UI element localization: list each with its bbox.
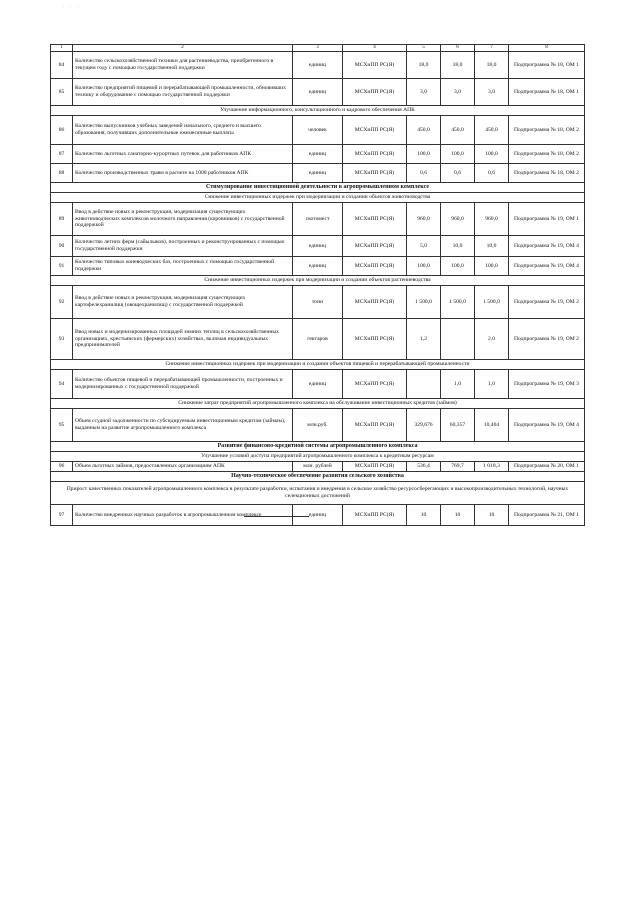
- value-cell: 60,357: [441, 409, 475, 442]
- section-heading-row: [51, 399, 585, 409]
- table-row: [51, 79, 585, 106]
- responsible-org-cell: МСХиПП РС(Я): [343, 409, 407, 442]
- value-cell: 769,7: [441, 462, 475, 472]
- indicator-name: Количество внедренных научных разработок в агропромышленном комплексе: [73, 505, 293, 526]
- row-number: 95: [51, 409, 73, 442]
- row-number: 92: [51, 286, 73, 319]
- section-heading: Прирост качественных показателей агропромышленного комплекса в результате разработки, испытания и внедрения в сельское хозяйство ресурсосберегающих и высокопроизводительных технологий, научных селекционных достижений: [51, 482, 585, 505]
- indicator-name: Количество льготных санаторно-курортных путевок для работников АПК: [73, 145, 293, 164]
- value-cell: 1,0: [441, 370, 475, 399]
- unit-cell: человек: [293, 116, 343, 145]
- unit-cell: млн. рублей: [293, 462, 343, 472]
- row-number: 90: [51, 236, 73, 257]
- section-heading: Стимулирование инвестиционной деятельности в агропромышленном комплексе: [51, 183, 585, 193]
- indicators-table: [50, 44, 585, 526]
- section-heading-row: [51, 360, 585, 370]
- unit-cell: тонн: [293, 286, 343, 319]
- value-cell: 2,0: [475, 319, 509, 360]
- value-cell: 18,0: [441, 52, 475, 79]
- value-cell: [407, 370, 441, 399]
- value-cell: 18,0: [407, 52, 441, 79]
- table-row: [51, 145, 585, 164]
- unit-cell: единиц: [293, 164, 343, 183]
- row-number: 86: [51, 116, 73, 145]
- indicator-name: Количество типовых коневодческих баз, построенных с помощью государственной поддержки: [73, 257, 293, 276]
- indicator-name: Количество выпускников учебных заведений начального, среднего и высшего образования, получивших дополнительные ежемесячные выплаты: [73, 116, 293, 145]
- value-cell: 10: [441, 505, 475, 526]
- value-cell: 450,0: [441, 116, 475, 145]
- row-number: 89: [51, 203, 73, 236]
- table-end-line: [244, 516, 309, 517]
- unit-cell: млн.руб.: [293, 409, 343, 442]
- table-row: [51, 257, 585, 276]
- responsible-org-cell: МСХиПП РС(Я): [343, 286, 407, 319]
- value-cell: 1 500,0: [475, 286, 509, 319]
- table-row: [51, 203, 585, 236]
- col-header: 8: [509, 45, 585, 52]
- table-row: [51, 52, 585, 79]
- program-ref-cell: Подпрограмма № 18, ОМ 2: [509, 164, 585, 183]
- table-body: [51, 45, 585, 526]
- value-cell: 3,0: [475, 79, 509, 106]
- responsible-org-cell: МСХиПП РС(Я): [343, 164, 407, 183]
- value-cell: 329,676: [407, 409, 441, 442]
- col-header: 7: [475, 45, 509, 52]
- indicator-name: Количество предприятий пищевой и перерабатывающей промышленности, обновивших технику и оборудование с помощью государственной поддержки: [73, 79, 293, 106]
- program-ref-cell: Подпрограмма № 19, ОМ 3: [509, 370, 585, 399]
- responsible-org-cell: МСХиПП РС(Я): [343, 462, 407, 472]
- value-cell: 1,0: [475, 370, 509, 399]
- col-header: 3: [293, 45, 343, 52]
- unit-cell: единиц: [293, 52, 343, 79]
- responsible-org-cell: МСХиПП РС(Я): [343, 145, 407, 164]
- column-number-header-row: [51, 45, 585, 52]
- value-cell: 10,404: [475, 409, 509, 442]
- table-row: [51, 409, 585, 442]
- program-ref-cell: Подпрограмма № 19, ОМ 2: [509, 286, 585, 319]
- value-cell: 0,6: [407, 164, 441, 183]
- value-cell: 3,0: [441, 79, 475, 106]
- value-cell: 10,0: [441, 236, 475, 257]
- table-row: [51, 462, 585, 472]
- unit-cell: единиц: [293, 505, 343, 526]
- col-header: 1: [51, 45, 73, 52]
- indicator-name: Объем льготных займов, предоставленных организациям АПК: [73, 462, 293, 472]
- value-cell: 100,0: [441, 257, 475, 276]
- section-heading: Снижение инвестиционных издержек при модернизации и создании объектов растениеводства: [51, 276, 585, 286]
- value-cell: 960,0: [475, 203, 509, 236]
- row-number: 88: [51, 164, 73, 183]
- responsible-org-cell: МСХиПП РС(Я): [343, 370, 407, 399]
- value-cell: 10: [475, 505, 509, 526]
- row-number: 85: [51, 79, 73, 106]
- section-heading-row: [51, 482, 585, 505]
- table-row: [51, 505, 585, 526]
- program-ref-cell: Подпрограмма № 19, ОМ 4: [509, 236, 585, 257]
- value-cell: 5,0: [407, 236, 441, 257]
- page-corner-marks: · · ·: [62, 4, 82, 10]
- indicator-name: Количество производственных травм в расчете на 1000 работников АПК: [73, 164, 293, 183]
- row-number: 94: [51, 370, 73, 399]
- indicator-name: Ввод в действие новых и реконструкция, модернизация существующих картофелехранилищ (овощехранилищ) с государственной поддержкой: [73, 286, 293, 319]
- indicator-name: Количество объектов пищевой и перерабатывающей промышленности, построенных и модернизированных с государственной поддержкой: [73, 370, 293, 399]
- row-number: 97: [51, 505, 73, 526]
- section-heading-row: [51, 193, 585, 203]
- section-heading: Снижение инвестиционных издержек при модернизации и создании объектов животноводства: [51, 193, 585, 203]
- section-heading-row: [51, 106, 585, 116]
- col-header: 6: [441, 45, 475, 52]
- value-cell: 10: [407, 505, 441, 526]
- table-row: [51, 236, 585, 257]
- value-cell: 10,0: [475, 236, 509, 257]
- value-cell: [441, 319, 475, 360]
- indicator-name: Объем ссудной задолженности по субсидируемым инвестиционным кредитам (займам), выданным на развитие агропромышленного комплекса: [73, 409, 293, 442]
- value-cell: 100,0: [407, 145, 441, 164]
- value-cell: 100,0: [407, 257, 441, 276]
- program-ref-cell: Подпрограмма № 18, ОМ 2: [509, 145, 585, 164]
- row-number: 87: [51, 145, 73, 164]
- section-heading: Улучшение информационного, консультационного и кадрового обеспечения АПК: [51, 106, 585, 116]
- unit-cell: единиц: [293, 257, 343, 276]
- program-ref-cell: Подпрограмма № 21, ОМ 1: [509, 505, 585, 526]
- table-row: [51, 370, 585, 399]
- row-number: 84: [51, 52, 73, 79]
- table-row: [51, 319, 585, 360]
- value-cell: 450,0: [407, 116, 441, 145]
- program-ref-cell: Подпрограмма № 18, ОМ 2: [509, 116, 585, 145]
- value-cell: 100,0: [475, 257, 509, 276]
- row-number: 93: [51, 319, 73, 360]
- indicator-name: Количество летних ферм (сайылыков), построенных и реконструированных с помощью государственной поддержки: [73, 236, 293, 257]
- value-cell: 100,0: [475, 145, 509, 164]
- responsible-org-cell: МСХиПП РС(Я): [343, 79, 407, 106]
- value-cell: 1 500,0: [407, 286, 441, 319]
- section-heading-row: [51, 442, 585, 452]
- row-number: 96: [51, 462, 73, 472]
- section-heading-row: [51, 452, 585, 462]
- table-row: [51, 286, 585, 319]
- value-cell: 450,0: [475, 116, 509, 145]
- value-cell: 0,6: [441, 164, 475, 183]
- value-cell: 0,6: [475, 164, 509, 183]
- indicator-name: Ввод новых и модернизированных площадей зимних теплиц в сельскохозяйственных организациях, крестьянских (фермерских) хозяйствах, включая индивидуальных предпринимателей: [73, 319, 293, 360]
- responsible-org-cell: МСХиПП РС(Я): [343, 203, 407, 236]
- value-cell: 100,0: [441, 145, 475, 164]
- program-ref-cell: Подпрограмма № 19, ОМ 4: [509, 257, 585, 276]
- unit-cell: скотомест: [293, 203, 343, 236]
- indicator-name: Количество сельскохозяйственной техники для растениеводства, приобретенного в текущем году с помощью государственной поддержки: [73, 52, 293, 79]
- program-ref-cell: Подпрограмма № 18, ОМ 1: [509, 52, 585, 79]
- col-header: 5: [407, 45, 441, 52]
- section-heading-row: [51, 276, 585, 286]
- program-ref-cell: Подпрограмма № 19, ОМ 1: [509, 203, 585, 236]
- col-header: 4: [343, 45, 407, 52]
- value-cell: 18,0: [475, 52, 509, 79]
- program-ref-cell: Подпрограмма № 19, ОМ 4: [509, 409, 585, 442]
- value-cell: 1 500,0: [441, 286, 475, 319]
- table-row: [51, 116, 585, 145]
- unit-cell: единиц: [293, 236, 343, 257]
- section-heading: Улучшение условий доступа предприятий агропромышленного комплекса к кредитным ресурсам: [51, 452, 585, 462]
- section-heading: Снижение затрат предприятий агропромышленного комплекса на обслуживание инвестиционных кредитов (займов): [51, 399, 585, 409]
- value-cell: 960,0: [441, 203, 475, 236]
- responsible-org-cell: МСХиПП РС(Я): [343, 505, 407, 526]
- table-row: [51, 164, 585, 183]
- responsible-org-cell: МСХиПП РС(Я): [343, 319, 407, 360]
- program-ref-cell: Подпрограмма № 18, ОМ 1: [509, 79, 585, 106]
- value-cell: 536,4: [407, 462, 441, 472]
- program-ref-cell: Подпрограмма № 19, ОМ 2: [509, 319, 585, 360]
- indicator-name: Ввод в действие новых и реконструкция, модернизация существующих животноводческих комплексов молочного направления (коровников) с государственной поддержкой: [73, 203, 293, 236]
- col-header: 2: [73, 45, 293, 52]
- unit-cell: единиц: [293, 370, 343, 399]
- program-ref-cell: Подпрограмма № 20, ОМ 1: [509, 462, 585, 472]
- value-cell: 1,2: [407, 319, 441, 360]
- responsible-org-cell: МСХиПП РС(Я): [343, 257, 407, 276]
- value-cell: 1 018,3: [475, 462, 509, 472]
- responsible-org-cell: МСХиПП РС(Я): [343, 116, 407, 145]
- section-heading: Развитие финансово-кредитной системы агропромышленного комплекса: [51, 442, 585, 452]
- row-number: 91: [51, 257, 73, 276]
- unit-cell: гектаров: [293, 319, 343, 360]
- section-heading-row: [51, 472, 585, 482]
- section-heading-row: [51, 183, 585, 193]
- unit-cell: единиц: [293, 79, 343, 106]
- unit-cell: единиц: [293, 145, 343, 164]
- value-cell: 3,0: [407, 79, 441, 106]
- section-heading: Снижение инвестиционных издержек при модернизации и создании объектов пищевой и перерабатывающей промышленности: [51, 360, 585, 370]
- section-heading: Научно-техническое обеспечение развития сельского хозяйства: [51, 472, 585, 482]
- value-cell: 960,0: [407, 203, 441, 236]
- responsible-org-cell: МСХиПП РС(Я): [343, 236, 407, 257]
- responsible-org-cell: МСХиПП РС(Я): [343, 52, 407, 79]
